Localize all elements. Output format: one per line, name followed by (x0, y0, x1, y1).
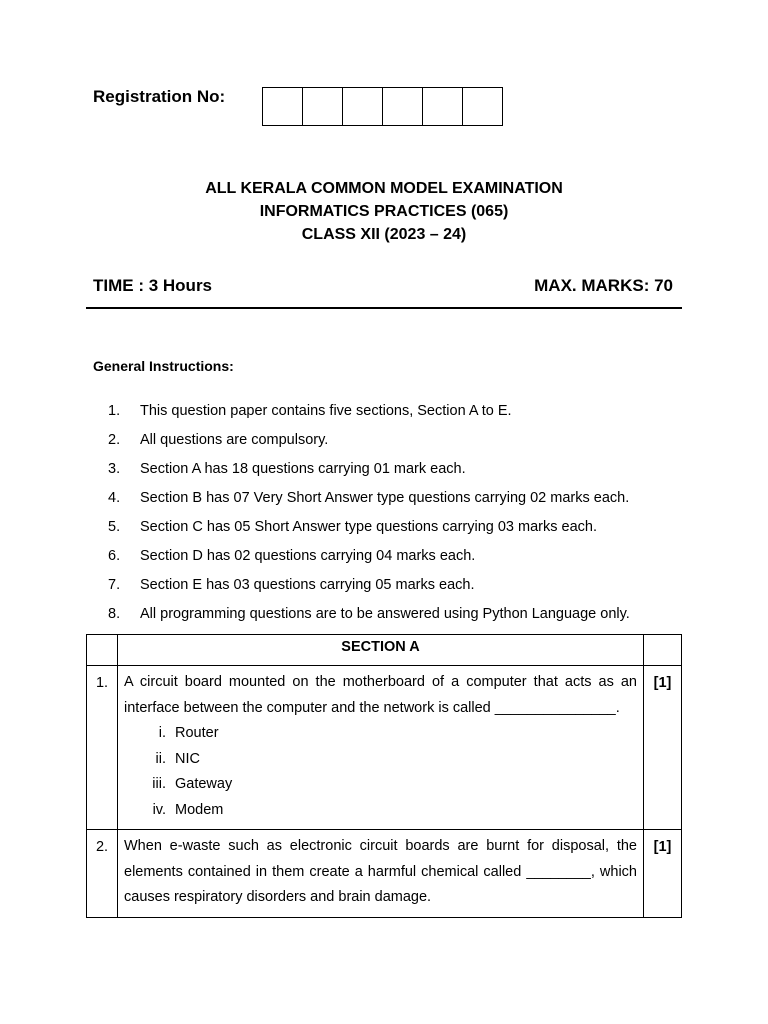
instructions-list (108, 401, 630, 633)
question-text: When e-waste such as electronic circuit boards are burnt for disposal, the elements contained in them create a harmful chemical called ________, which causes respiratory disorders and brain damage. (124, 838, 637, 905)
list-item: 2. All questions are compulsory. (108, 432, 329, 448)
list-item: 4. Section B has 07 Very Short Answer type questions carrying 02 marks each. (108, 490, 630, 506)
registration-digit-box[interactable] (303, 88, 343, 125)
list-item: iii. Gateway (152, 776, 233, 792)
question-text: A circuit board mounted on the motherboard of a computer that acts as an interface between the computer and the network is called _______________. (124, 674, 637, 716)
table-row (87, 830, 682, 918)
list-item: 1. This question paper contains five sections, Section A to E. (108, 403, 512, 419)
table-row (87, 666, 682, 830)
list-item: 7. Section E has 03 questions carrying 05 marks each. (108, 577, 475, 593)
question-marks: [1] (644, 830, 682, 918)
registration-digit-box[interactable] (263, 88, 303, 125)
exam-time: TIME : 3 Hours (93, 276, 213, 295)
list-item: i. Router (158, 725, 219, 741)
registration-digit-box[interactable] (343, 88, 383, 125)
class-title: CLASS XII (2023 – 24) (301, 226, 467, 243)
exam-header (0, 177, 768, 246)
instructions-title: General Instructions: (93, 358, 234, 374)
registration-digit-box[interactable] (423, 88, 463, 125)
registration-label: Registration No: (93, 87, 226, 106)
list-item: 8. All programming questions are to be answered using Python Language only. (108, 606, 630, 622)
subject-title: INFORMATICS PRACTICES (065) (259, 203, 509, 220)
list-item: 3. Section A has 18 questions carrying 01 mark each. (108, 461, 466, 477)
questions-table (86, 634, 682, 918)
question-cell (118, 830, 644, 918)
options-list (124, 721, 637, 823)
question-marks: [1] (644, 666, 682, 830)
registration-digit-box[interactable] (383, 88, 423, 125)
exam-title: ALL KERALA COMMON MODEL EXAMINATION (205, 180, 563, 197)
list-item: iv. Modem (152, 801, 224, 818)
header-divider (86, 307, 682, 309)
list-item: 6. Section D has 02 questions carrying 04 marks each. (108, 548, 476, 564)
question-cell (118, 666, 644, 830)
list-item: ii. NIC (155, 750, 200, 767)
table-row (87, 635, 682, 666)
section-a-heading: SECTION A (118, 635, 644, 666)
registration-digit-box[interactable] (463, 88, 502, 125)
registration-number-boxes[interactable] (262, 87, 503, 126)
question-number: 2. (87, 830, 118, 918)
exam-meta-row (93, 276, 673, 296)
max-marks: MAX. MARKS: 70 (534, 276, 673, 295)
question-number: 1. (87, 666, 118, 830)
list-item: 5. Section C has 05 Short Answer type questions carrying 03 marks each. (108, 519, 597, 535)
